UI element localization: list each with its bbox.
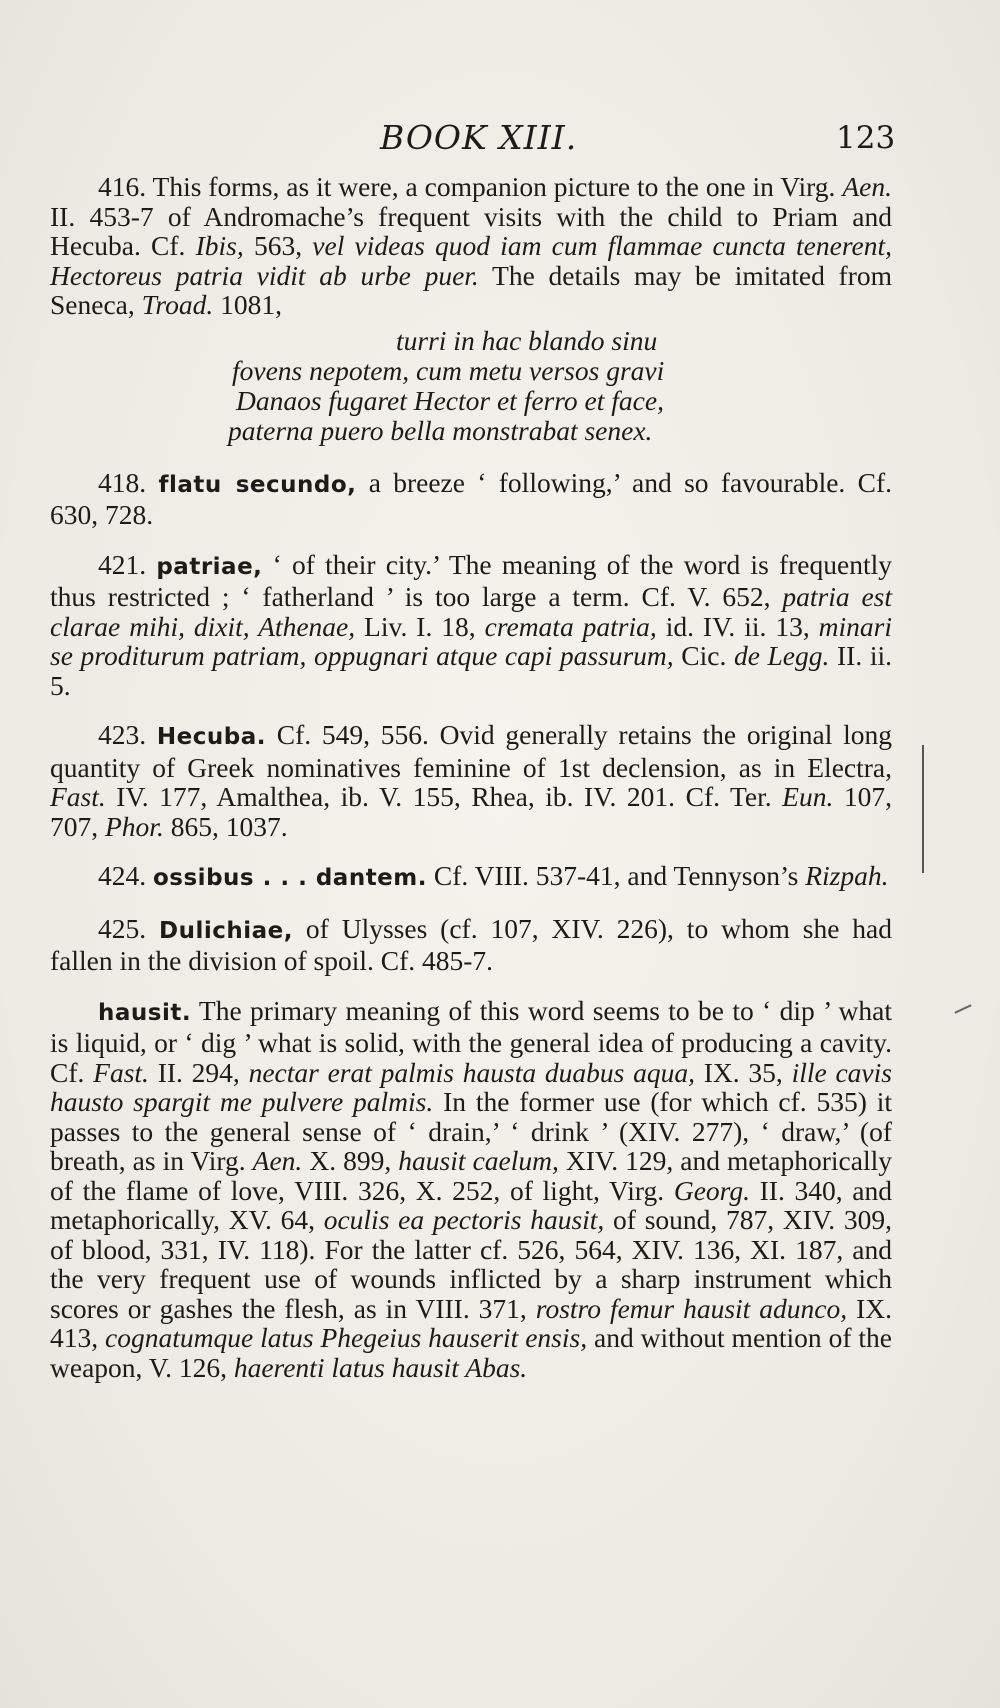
note-text: This forms, as it were, a companion picture to the one in Virg. [152, 171, 843, 202]
note-text: 107, 707, [50, 781, 893, 842]
verse-line: turri in hac blando sinu [396, 324, 658, 356]
note-text: and without mention of the weapon, V. 126, [50, 1322, 892, 1383]
note-text: Cic. [673, 640, 734, 671]
italic-citation: patria est clarae mihi, dixit, Athenae, [50, 581, 893, 642]
note-number: 421. [98, 548, 157, 580]
lemma: flatu secundo, [158, 471, 357, 498]
note-text: 865, 1037. [163, 810, 288, 842]
note-text: II. ii. 5. [50, 640, 892, 701]
margin-bracket-mark [922, 745, 927, 873]
note-text: ‘ of their city.’ The meaning of the word is frequently thus restricted ; ‘ fatherland ’ is too large a term. Cf. V. 652, [50, 548, 892, 612]
note-text: In the former use (for which cf. 535) it passes to the general sense of ‘ drain,’ ‘ drink ’ (XIV. 277), ‘ draw,’ (of breath, as in Virg. [50, 1086, 892, 1176]
note-text: The primary meaning of this word seems to be to ‘ dip ’ what is liquid, or ‘ dig ’ what is solid, with the general idea of producing a cavity. Cf. [50, 994, 892, 1088]
lemma: patriae, [156, 553, 263, 580]
italic-citation: nectar erat palmis hausta duabus aqua, [248, 1056, 695, 1088]
note-text: 563, [243, 230, 313, 261]
verse-quotation [50, 326, 892, 446]
italic-citation: Georg. [673, 1174, 750, 1206]
note-text: Cf. VIII. 537-41, and Tennyson’s [427, 860, 806, 891]
lemma: Dulichiae, [159, 917, 294, 944]
note-text: II. 294, [148, 1056, 249, 1088]
note-text: Cf. 549, 556. Ovid generally retains the original long quantity of Greek nominatives feminine of 1st declension, as in Electra, [50, 719, 893, 783]
note-423 [50, 720, 892, 841]
note-text: of Ulysses (cf. 107, XIV. 226), to whom she had fallen in the division of spoil. Cf. 485-7. [50, 912, 893, 976]
running-title: BOOK XIII. [380, 118, 578, 157]
margin-tick-mark [954, 1004, 971, 1013]
note-418 [50, 468, 892, 530]
lemma: ossibus . . . dantem. [153, 865, 427, 891]
italic-citation: vel videas quod iam cum flammae cuncta tenerent, Hectoreus patria vidit ab urbe puer. [50, 230, 892, 291]
italic-citation: Aen. [842, 171, 892, 202]
note-text: 1081, [213, 289, 282, 320]
italic-citation: haerenti latus hausit Abas. [233, 1351, 528, 1383]
page-number: 123 [836, 120, 896, 156]
italic-citation: cremata patria, [484, 610, 657, 642]
note-425 [50, 914, 892, 976]
note-text: II. 340, and metaphorically, XV. 64, [50, 1174, 892, 1235]
note-text: The details may be imitated from Seneca, [50, 259, 892, 320]
italic-citation: Ibis, [195, 230, 244, 261]
note-text: XIV. 129, and metaphorically of the flame of love, VIII. 326, X. 252, of light, Virg. [50, 1145, 892, 1206]
note-text: X. 899, [302, 1145, 399, 1176]
note-text: IX. 413, [50, 1292, 892, 1353]
note-number: 423. [98, 719, 157, 750]
note-hausit [50, 996, 892, 1383]
italic-citation: Phor. [105, 810, 164, 842]
italic-citation: minari se proditurum patriam, oppugnari atque capi passurum, [50, 610, 893, 671]
italic-citation: Eun. [782, 781, 834, 812]
note-text: IX. 35, [694, 1056, 792, 1088]
note-421 [50, 550, 892, 701]
italic-citation: rostro femur hausit adunco, [535, 1292, 848, 1324]
running-head [0, 118, 1000, 168]
italic-citation: Rizpah. [805, 860, 889, 891]
verse-line: Danaos fugaret Hector et ferro et face, [236, 384, 664, 416]
verse-line: fovens nepotem, cum metu versos gravi [232, 354, 665, 386]
note-number: 418. [98, 466, 159, 498]
lemma: Hecuba. [156, 724, 266, 750]
note-416 [50, 172, 892, 320]
italic-citation: hausit caelum, [398, 1145, 559, 1176]
lemma: hausit. [98, 999, 192, 1026]
italic-citation: cognatumque latus Phegeius hauserit ensis, [105, 1322, 588, 1353]
italic-citation: ille cavis hausto spargit me pulvere palmis. [50, 1056, 892, 1117]
note-424 [50, 861, 892, 894]
note-text: id. IV. ii. 13, [656, 610, 819, 642]
italic-citation: oculis ea pectoris hausit, [323, 1204, 605, 1235]
note-text: IV. 177, Amalthea, ib. V. 155, Rhea, ib. IV. 201. Cf. Ter. [105, 781, 783, 812]
italic-citation: Aen. [252, 1145, 303, 1176]
italic-citation: Fast. [93, 1056, 149, 1088]
note-number: 424. [98, 860, 153, 891]
italic-citation: Fast. [50, 781, 106, 812]
note-text: of sound, 787, XIV. 309, of blood, 331, IV. 118). For the latter cf. 526, 564, XIV. 136, XI. 187, and the very frequent use of wounds inflicted by a sharp instrument which scores or gashes the flesh, as in VIII. 371, [50, 1204, 892, 1324]
commentary-notes [50, 172, 892, 1402]
note-number: 425. [98, 912, 160, 944]
note-number: 416. [98, 171, 153, 202]
italic-citation: Troad. [141, 289, 214, 320]
verse-line: paterna puero bella monstrabat senex. [228, 414, 653, 446]
note-text: Liv. I. 18, [355, 610, 485, 642]
italic-citation: de Legg. [733, 640, 830, 671]
note-text: II. 453-7 of Andromache’s frequent visits with the child to Priam and Hecuba. Cf. [50, 200, 892, 261]
note-text: a breeze ‘ following,’ and so favourable. Cf. 630, 728. [50, 466, 892, 530]
